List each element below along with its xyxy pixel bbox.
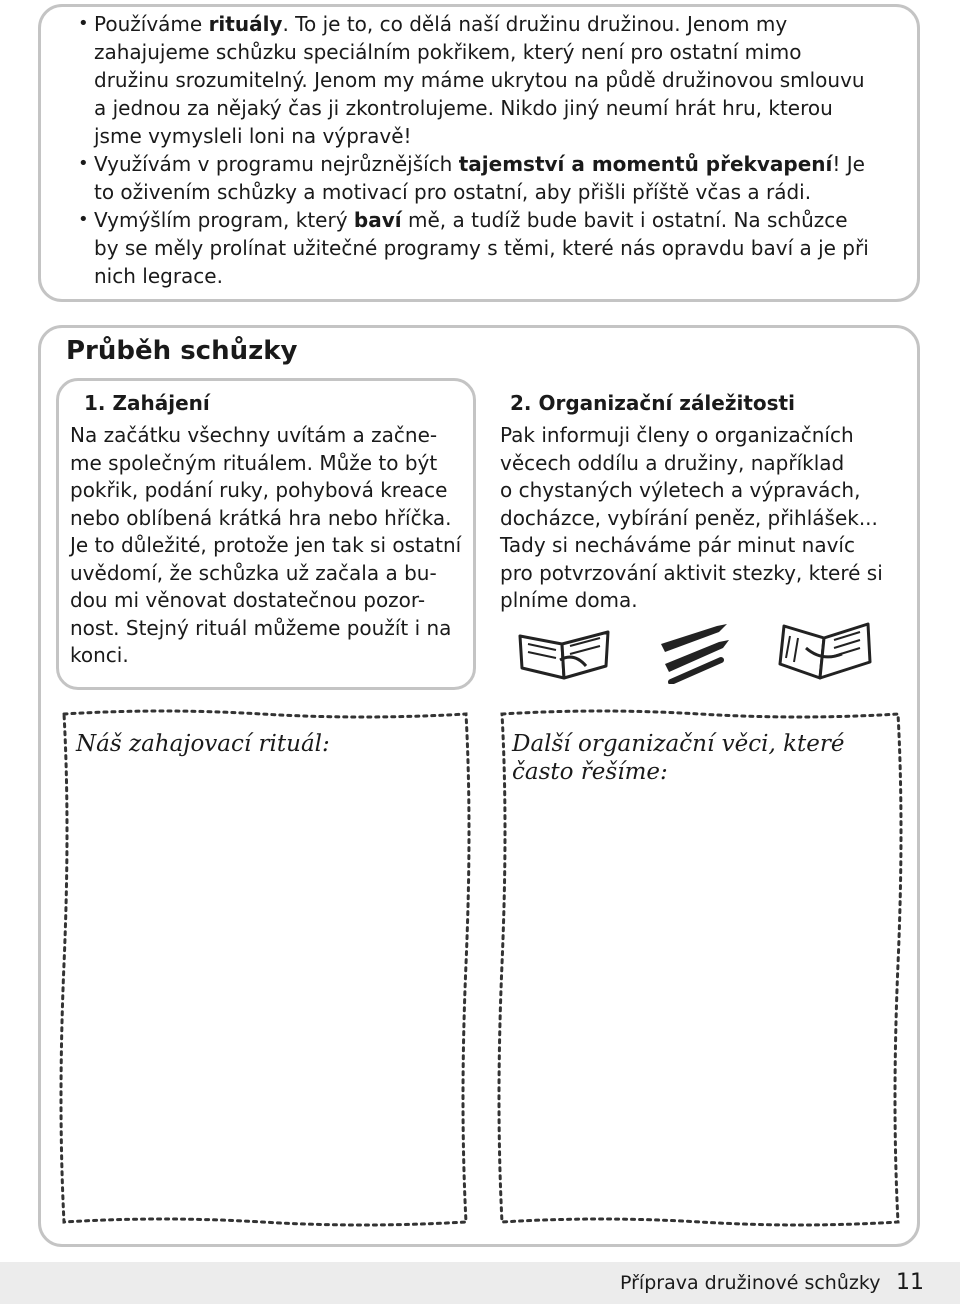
text-line: pro potvrzování aktivit stezky, které si — [500, 560, 883, 585]
bullet-text: . To je to, co dělá naší družinu družinou. Jenom my zahajujeme schůzku speciálním pokřikem, který není pro ostatní mimo družinu srozumitelný. Jenom my máme ukrytou na půdě družinovou smlouvu a jednou za nějaký čas ji zkontrolujeme. Nikdo jiný neumí hrát hru, kterou jsme vymysleli loni na výpravě! — [94, 12, 865, 148]
footer-title: Příprava družinové schůzky — [620, 1272, 881, 1294]
emphasis-text: tajemství a momentů překvapení — [458, 152, 833, 176]
page-number: 11 — [896, 1270, 924, 1295]
bullet-text: Používáme — [94, 12, 209, 36]
organization-note-label — [512, 730, 892, 786]
text-line: pokřik, podání ruky, pohybová kreace — [70, 478, 448, 502]
note-line: často řešíme: — [512, 759, 668, 785]
text-line: Je to důležité, protože jen tak si ostatní — [70, 533, 462, 557]
text-line: dou mi věnovat dostatečnou pozor- — [70, 588, 426, 612]
text-line: docházce, vybírání peněz, přihlášek... — [500, 505, 878, 530]
intro-bullet — [56, 206, 876, 290]
opening-text — [70, 422, 470, 670]
text-line: Tady si necháváme pár minut navíc — [500, 533, 855, 557]
bullet-text: Využívám v programu nejrůznějších — [94, 152, 459, 176]
organization-text — [500, 422, 900, 615]
intro-bullet-list — [56, 10, 876, 290]
text-line: Pak informuji členy o organizačních — [500, 423, 854, 447]
section-title: Průběh schůzky — [66, 336, 298, 366]
intro-bullet — [56, 150, 876, 206]
book-icon — [516, 622, 616, 684]
note-line: Další organizační věci, které — [512, 731, 845, 757]
opening-title: 1. Zahájení — [84, 391, 210, 415]
text-line: o chystaných výletech a výpravách, — [500, 478, 861, 502]
bullet-icon: • — [78, 209, 89, 230]
text-line: Na začátku všechny uvítám a začne- — [70, 423, 438, 447]
note-line: Náš zahajovací rituál: — [76, 731, 330, 757]
organization-title: 2. Organizační záležitosti — [510, 391, 795, 415]
text-line: me společným rituálem. Může to být — [70, 450, 438, 475]
text-line: konci. — [70, 643, 129, 667]
bullet-text: Vymýšlím program, který — [94, 208, 354, 232]
intro-bullet — [56, 10, 876, 150]
opening-ritual-note-box — [52, 704, 478, 1234]
bullet-icon: • — [78, 153, 89, 174]
bullet-text: mě, a tudíž bude bavit i ostatní. Na schůzce by se měly prolínat užitečné programy s těmi, které nás opravdu baví a je při nich legrace. — [94, 208, 869, 288]
text-line: nost. Stejný rituál můžeme použít i na — [70, 615, 452, 640]
text-line: nebo oblíbená krátká hra nebo hříčka. — [70, 505, 452, 530]
emphasis-text: baví — [353, 208, 402, 232]
bullet-icon: • — [78, 13, 89, 34]
text-line: uvědomí, že schůzka už začala a bu- — [70, 560, 437, 585]
text-line: plníme doma. — [500, 588, 638, 612]
opening-ritual-note-label — [76, 730, 436, 758]
emphasis-text: rituály — [208, 12, 283, 36]
bullet-text: ! Je to oživením schůzky a motivací pro ostatní, aby přišli příště včas a rádi. — [94, 152, 865, 204]
notebook-icon — [776, 618, 876, 684]
text-line: věcech oddílu a družiny, například — [500, 450, 845, 475]
pencils-icon — [655, 620, 735, 684]
